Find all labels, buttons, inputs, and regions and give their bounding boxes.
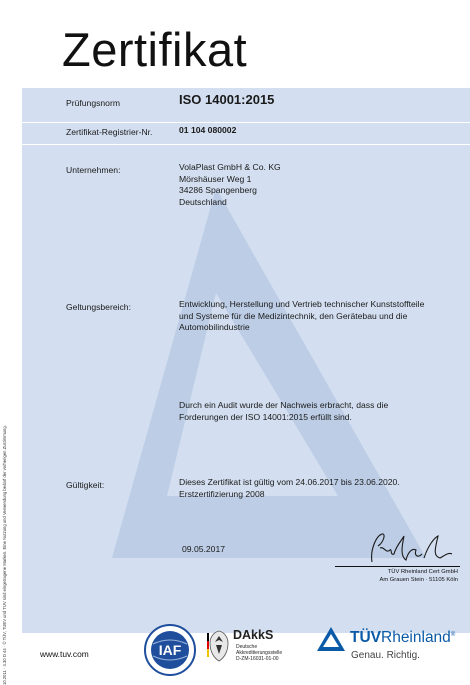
website-link[interactable]: www.tuv.com: [40, 649, 89, 659]
registry-value: 01 104 080002: [179, 125, 237, 135]
registry-label: Zertifikat-Registrier-Nr.: [66, 127, 153, 137]
norm-label: Prüfungsnorm: [66, 98, 120, 108]
validity-text: [179, 477, 400, 500]
norm-value: ISO 14001:2015: [179, 92, 275, 107]
registered-mark: ®: [450, 631, 456, 638]
brand-regular: Rheinland: [381, 629, 451, 646]
divider: [22, 144, 470, 145]
certificate-title: Zertifikat: [62, 23, 248, 76]
iaf-text: IAF: [158, 642, 182, 658]
dakks-line: D-ZM-16031-01-00: [236, 656, 279, 662]
company-address: [179, 162, 281, 208]
scope-text: [179, 299, 424, 334]
dakks-line: Deutsche: [236, 644, 258, 650]
dakks-logo: [204, 628, 234, 669]
tuv-slogan: Genau. Richtig.: [351, 650, 420, 661]
audit-line: Durch ein Audit wurde der Nachweis erbracht, dass die: [179, 400, 389, 410]
signature-image: [320, 528, 470, 568]
tuv-rheinland-logo: [350, 629, 455, 647]
validity-label: Gültigkeit:: [66, 480, 105, 490]
scope-label: Geltungsbereich:: [66, 302, 131, 312]
scope-line: und Systeme für die Medizintechnik, den Gerätebau und die: [179, 310, 408, 321]
company-city: 34286 Spangenberg: [179, 185, 257, 195]
issuer-address: Am Grauen Stein · 51105 Köln: [379, 577, 458, 583]
audit-statement: [179, 400, 388, 423]
signature-line: [335, 566, 460, 567]
scope-line: Entwicklung, Herstellung und Vertrieb technischer Kunststoffteile: [179, 299, 425, 309]
dakks-line: Akkreditierungsstelle: [236, 650, 283, 656]
company-country: Deutschland: [179, 196, 227, 207]
dakks-eagle-icon: [204, 628, 234, 664]
iaf-logo: [144, 624, 196, 676]
side-legal-note: 10.2011 · 4.30 D 44 · © TÜV, TUEV und TUV sind eingetragene Marken. Eine Nutzung und Verwendung bedarf der vorherigen Zustimmung.: [2, 425, 7, 685]
issuer-name: TÜV Rheinland Cert GmbH: [387, 569, 458, 575]
issue-date: 09.05.2017: [182, 544, 226, 554]
divider: [22, 122, 470, 123]
tuv-triangle-icon: [316, 626, 346, 652]
validity-period: Dieses Zertifikat ist gültig vom 24.06.2017 bis 23.06.2020.: [179, 477, 400, 487]
scope-line: Automobilindustrie: [179, 322, 250, 332]
company-name: VolaPlast GmbH & Co. KG: [179, 162, 281, 172]
company-street: Mörshäuser Weg 1: [179, 173, 252, 184]
first-certification: Erstzertifizierung 2008: [179, 488, 265, 499]
company-label: Unternehmen:: [66, 165, 121, 175]
brand-bold: TÜV: [350, 629, 381, 646]
audit-line: Forderungen der ISO 14001:2015 erfüllt sind.: [179, 411, 352, 422]
dakks-name: DAkkS: [233, 628, 274, 642]
